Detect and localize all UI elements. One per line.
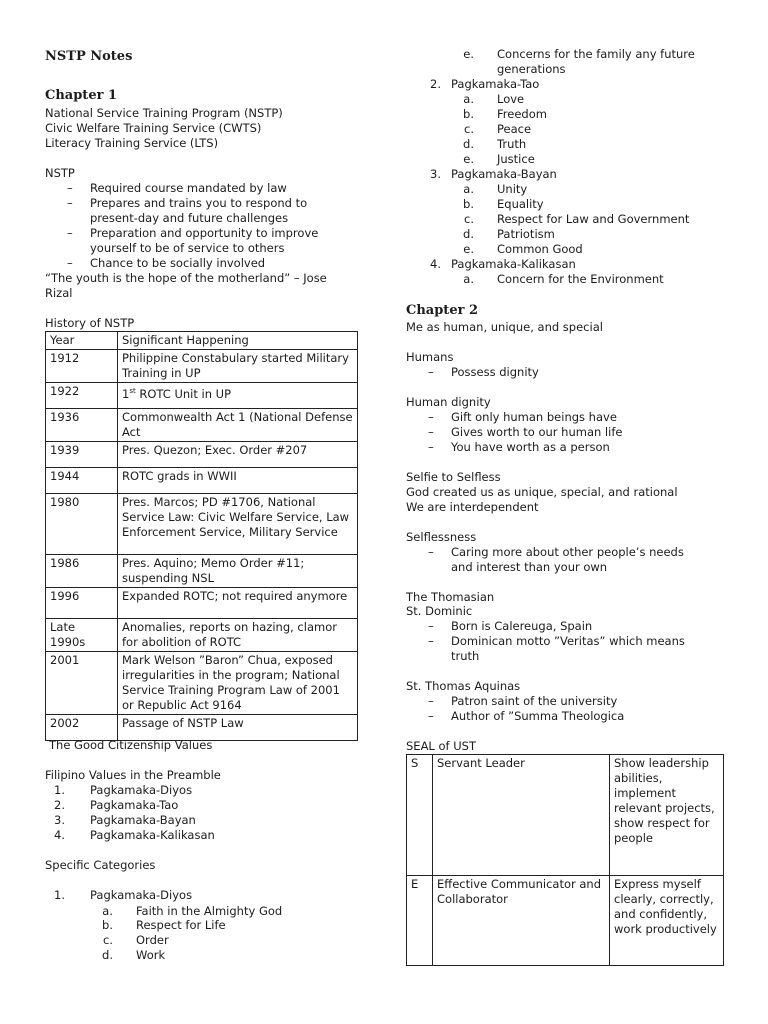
event-cell: Anomalies, reports on hazing, clamor for abolition of ROTC: [118, 619, 358, 652]
event-cell: Pres. Quezon; Exec. Order #207: [118, 442, 358, 468]
dash-bullet: –: [67, 256, 73, 270]
dominic-label: St. Dominic: [406, 604, 473, 618]
table-row: [46, 409, 358, 442]
table-header-row: [46, 332, 358, 350]
year-cell: 2002: [46, 715, 118, 741]
humans-label: Humans: [406, 350, 454, 364]
column-header: Year: [46, 332, 118, 350]
aquinas-label: St. Thomas Aquinas: [406, 679, 521, 693]
section-title: The Good Citizenship Values: [49, 738, 213, 752]
letter-cell: S: [407, 755, 433, 876]
column-header: Significant Happening: [118, 332, 358, 350]
dash-bullet: –: [67, 181, 73, 195]
table-row: [46, 350, 358, 383]
event-cell: 1st ROTC Unit in UP: [118, 383, 358, 409]
description-cell: Show leadership abilities, implement relevant projects, show respect for people: [610, 755, 724, 876]
text-line: We are interdependent: [406, 500, 539, 514]
list-item-continuation: truth: [451, 649, 480, 663]
trait-cell: Servant Leader: [433, 755, 610, 876]
dash-bullet: –: [428, 410, 434, 424]
table-row: [46, 555, 358, 588]
event-cell: Expanded ROTC; not required anymore: [118, 588, 358, 619]
section-title: The Thomasian: [406, 590, 495, 604]
table-row: [407, 876, 724, 966]
section-title: Selfie to Selfless: [406, 470, 501, 484]
nstp-label: NSTP: [45, 166, 75, 180]
letter-cell: E: [407, 876, 433, 966]
dash-bullet: –: [428, 694, 434, 708]
table-row: [46, 442, 358, 468]
trait-cell: Effective Communicator and Collaborator: [433, 876, 610, 966]
quote-line: Rizal: [45, 286, 73, 300]
text-line: God created us as unique, special, and rational: [406, 485, 678, 499]
seal-table: [406, 754, 724, 966]
section-title: Filipino Values in the Preamble: [45, 768, 221, 782]
year-cell: 1912: [46, 350, 118, 383]
chapter-2-subtitle: Me as human, unique, and special: [406, 320, 603, 334]
quote-line: “The youth is the hope of the motherland” – Jose: [45, 271, 327, 285]
dash-bullet: –: [428, 545, 434, 559]
intro-line: National Service Training Program (NSTP): [45, 106, 283, 120]
year-cell: 1986: [46, 555, 118, 588]
year-cell: Late 1990s: [46, 619, 118, 652]
list-item-continuation: yourself to be of service to others: [90, 241, 285, 255]
table-row: [46, 619, 358, 652]
sub-list-item-continuation: generations: [497, 62, 566, 76]
dash-bullet: –: [428, 709, 434, 723]
table-row: [46, 715, 358, 741]
table-row: [46, 588, 358, 619]
table-row: [407, 755, 724, 876]
list-item-continuation: present-day and future challenges: [90, 211, 289, 225]
event-cell: Pres. Marcos; PD #1706, National Service Law: Civic Welfare Service, Law Enforcement Service, Military Service: [118, 494, 358, 555]
table-row: [46, 383, 358, 409]
chapter-2-heading: Chapter 2: [406, 303, 479, 318]
table-row: [46, 652, 358, 715]
event-cell: Pres. Aquino; Memo Order #11; suspending NSL: [118, 555, 358, 588]
dash-bullet: –: [428, 440, 434, 454]
event-cell: Philippine Constabulary started Military Training in UP: [118, 350, 358, 383]
event-cell: Commonwealth Act 1 (National Defense Act: [118, 409, 358, 442]
page-title: NSTP Notes: [45, 49, 133, 64]
year-cell: 2001: [46, 652, 118, 715]
seal-title: SEAL of UST: [406, 739, 476, 753]
dash-bullet: –: [428, 634, 434, 648]
year-cell: 1922: [46, 383, 118, 409]
event-cell: ROTC grads in WWII: [118, 468, 358, 494]
history-table: [45, 331, 358, 741]
year-cell: 1996: [46, 588, 118, 619]
year-cell: 1944: [46, 468, 118, 494]
dash-bullet: –: [428, 365, 434, 379]
intro-line: Literacy Training Service (LTS): [45, 136, 219, 150]
section-title: Specific Categories: [45, 858, 156, 872]
history-title: History of NSTP: [45, 316, 135, 330]
selflessness-label: Selflessness: [406, 530, 477, 544]
description-cell: Express myself clearly, correctly, and confidently, work productively: [610, 876, 724, 966]
dash-bullet: –: [428, 425, 434, 439]
chapter-1-heading: Chapter 1: [45, 88, 118, 103]
year-cell: 1939: [46, 442, 118, 468]
event-cell: Passage of NSTP Law: [118, 715, 358, 741]
event-cell: Mark Welson ”Baron” Chua, exposed irregularities in the program; National Service Training Program Law of 2001 or Republic Act 9164: [118, 652, 358, 715]
table-row: [46, 468, 358, 494]
year-cell: 1936: [46, 409, 118, 442]
year-cell: 1980: [46, 494, 118, 555]
dash-bullet: –: [67, 196, 73, 210]
dignity-label: Human dignity: [406, 395, 491, 409]
table-row: [46, 494, 358, 555]
dash-bullet: –: [428, 619, 434, 633]
intro-line: Civic Welfare Training Service (CWTS): [45, 121, 262, 135]
dash-bullet: –: [67, 226, 73, 240]
list-item-continuation: and interest than your own: [451, 560, 608, 574]
